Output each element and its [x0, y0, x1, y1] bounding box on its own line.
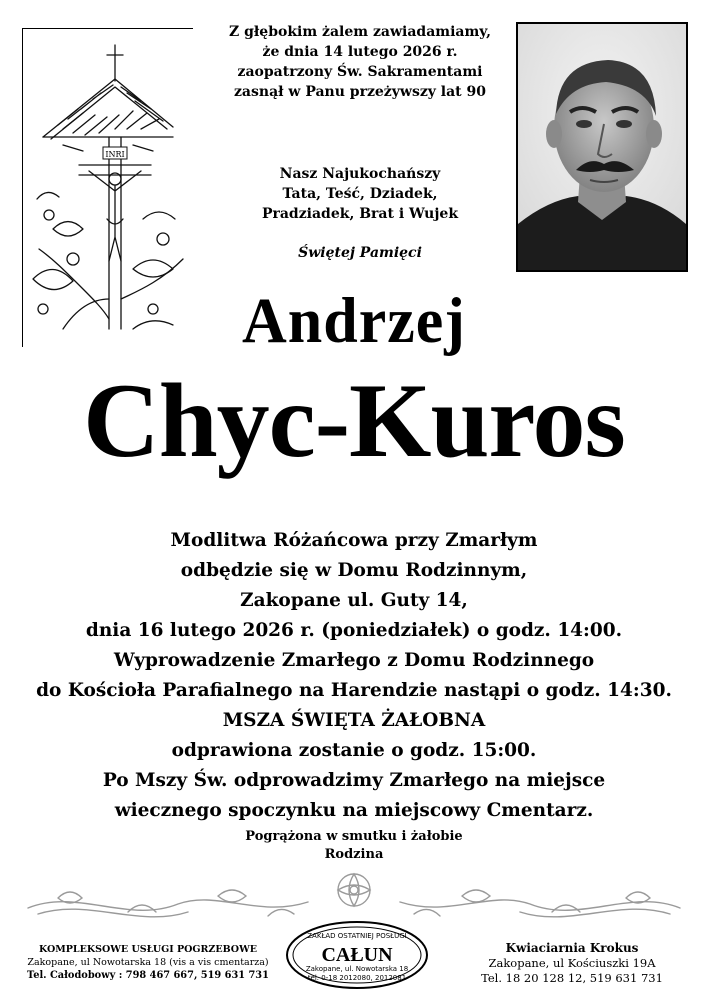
relations-line: Nasz Najukochańszy [279, 166, 441, 182]
flower-shop-title: Kwiaciarnia Krokus [505, 941, 639, 955]
deceased-first-name: Andrzej [242, 285, 466, 357]
flower-shop-address: Zakopane, ul Kościuszki 19A [488, 956, 656, 970]
ceremony-line: Modlitwa Różańcowa przy Zmarłym [170, 530, 538, 551]
announcement-intro [215, 22, 505, 102]
mourners-signature [0, 828, 708, 864]
intro-line: Z głębokim żalem zawiadamiamy, [229, 24, 491, 40]
ceremony-line: Zakopane ul. Guty 14, [240, 590, 468, 611]
calun-logo-drawing [284, 919, 430, 991]
ceremony-line: odbędzie się w Domu Rodzinnym, [180, 560, 528, 581]
mourners-family: Rodzina [324, 847, 384, 862]
intro-line: że dnia 14 lutego 2026 r. [262, 44, 458, 60]
relations-line: Pradziadek, Brat i Wujek [261, 206, 459, 222]
ceremony-line: Wyprowadzenie Zmarłego z Domu Rodzinnego [113, 650, 595, 671]
ceremony-line: do Kościoła Parafialnego na Harendzie nastąpi o godz. 14:30. [36, 680, 672, 701]
deceased-last-name: Chyc-Kuros [83, 362, 625, 479]
ceremony-details [0, 526, 708, 826]
flower-shop-phone: Tel. 18 20 128 12, 519 631 731 [481, 971, 663, 985]
portrait-icon [518, 24, 686, 270]
family-relations [225, 164, 495, 224]
calun-logo-icon [284, 919, 430, 991]
logo-address: Zakopane, ul. Nowotarska 18 [305, 965, 409, 973]
ceremony-line: dnia 16 lutego 2026 r. (poniedziałek) o godz. 14:00. [85, 620, 623, 641]
ceremony-line: Po Mszy Św. odprowadzimy Zmarłego na miejsce [102, 770, 606, 791]
intro-line: zasnął w Panu przeżywszy lat 90 [233, 84, 486, 100]
relations-line: Tata, Teść, Dziadek, [282, 186, 438, 202]
memory-line: Świętej Pamięci [298, 245, 422, 261]
flower-shop-ad [446, 940, 698, 986]
portrait-photo [516, 22, 688, 272]
ceremony-line: MSZA ŚWIĘTA ŻAŁOBNA [222, 710, 486, 731]
inri-sign: INRI [105, 150, 125, 159]
logo-phone: tel. 0-18 2012080, 2012081 [307, 974, 407, 982]
ceremony-line: wiecznego spoczynku na miejscowy Cmentarz. [114, 800, 594, 821]
logo-top-text: ZAKŁAD OSTATNIEJ POSŁUGI [307, 932, 407, 940]
funeral-services-address: Zakopane, ul Nowotarska 18 (vis a vis cmentarza) [27, 957, 269, 968]
mourners-line: Pogrążona w smutku i żałobie [245, 829, 463, 844]
logo-name: CAŁUN [321, 944, 393, 966]
ceremony-line: odprawiona zostanie o godz. 15:00. [171, 740, 537, 761]
funeral-services-ad [12, 943, 284, 983]
funeral-services-phone: Tel. Całodobowy : 798 467 667, 519 631 731 [27, 970, 269, 981]
intro-line: zaopatrzony Św. Sakramentami [237, 64, 483, 80]
funeral-services-title: KOMPLEKSOWE USŁUGI POGRZEBOWE [39, 944, 257, 955]
